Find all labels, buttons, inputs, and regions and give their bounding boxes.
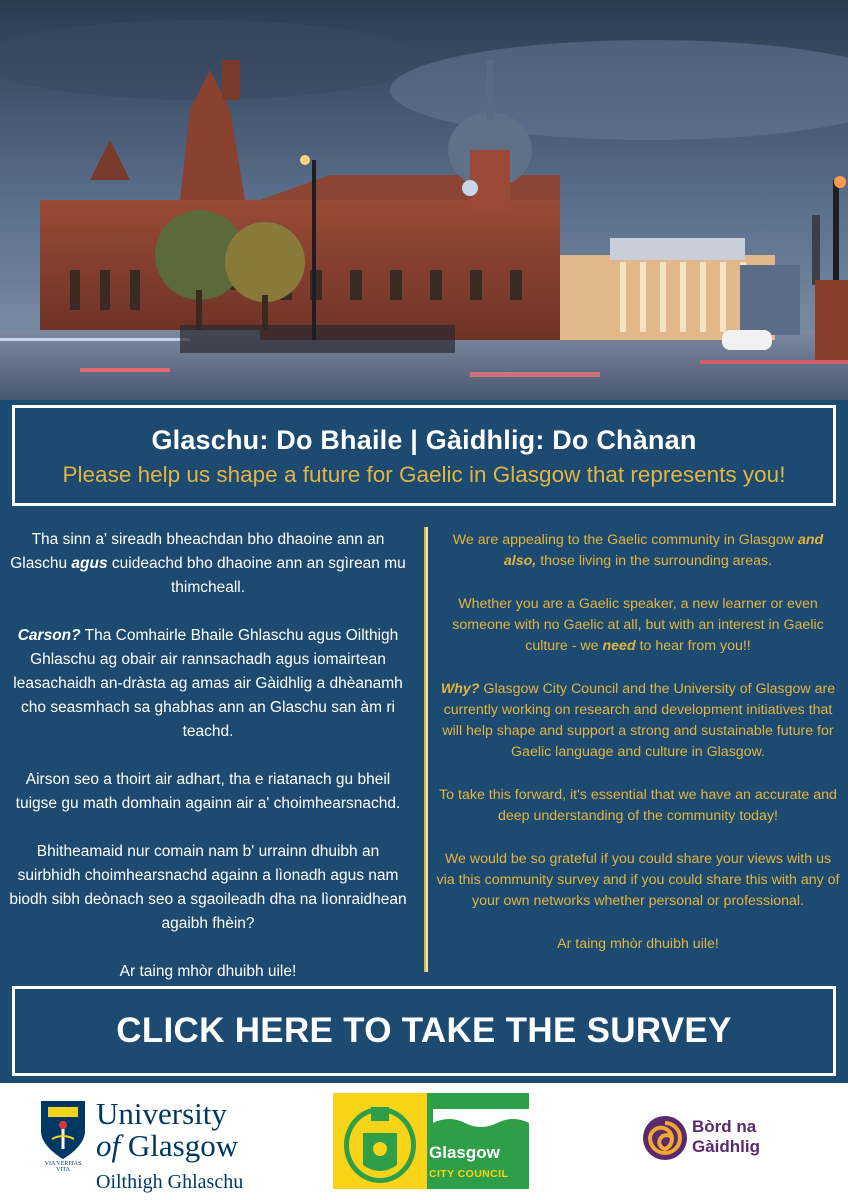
- page-title: Glaschu: Do Bhaile | Gàidhlig: Do Chànan: [151, 425, 697, 455]
- uog-wordmark-line2: [96, 1129, 238, 1163]
- uog-crest-icon: [38, 1099, 88, 1161]
- gaelic-p1-text-a: Tha sinn a' sireadh bheachdan bho dhaoine ann an Glaschu: [10, 531, 385, 572]
- gaelic-p2-emphasis: Carson?: [17, 627, 81, 644]
- english-paragraph-2: [436, 594, 840, 657]
- english-paragraph-1: [436, 530, 840, 572]
- take-survey-button[interactable]: CLICK HERE TO TAKE THE SURVEY: [12, 986, 836, 1076]
- gaelic-p2-text: Tha Comhairle Bhaile Ghlaschu agus Oilthigh Ghlaschu ag obair air rannsachadh agus iomairtean leasachaidh an-dràsta ag amas air Gàidhlig a dhèanamh cho seasmhach sa ghabhas ann an Glaschu san àm ri teachd.: [13, 627, 403, 740]
- english-p3-emphasis: Why?: [440, 681, 480, 697]
- gaelic-paragraph-2: [8, 624, 408, 744]
- english-column: [436, 530, 840, 977]
- gaelic-paragraph-1: [8, 528, 408, 600]
- bng-wordmark: [692, 1117, 760, 1157]
- column-divider: [424, 527, 428, 972]
- gaelic-paragraph-4: Bhitheamaid nur comain nam b' urrainn dhuibh an suirbhidh choimhearsnachd againn a lìonadh agus nam biodh sibh deònach seo a sgaoileadh dha na lìonraidhean agaibh fhèin?: [9, 843, 407, 932]
- page-subtitle: Please help us shape a future for Gaelic in Glasgow that represents you!: [62, 462, 786, 487]
- gaelic-paragraph-3: Airson seo a thoirt air adhart, tha e riatanach gu bheil tuigse gu math domhain againn air a' choimhearsnachd.: [15, 771, 401, 812]
- uog-glasgow: Glasgow: [127, 1128, 239, 1163]
- english-p2-text-a: Whether you are a Gaelic speaker, a new learner or even someone with no Gaelic at all, but with an interest in Gaelic culture - we: [452, 596, 824, 654]
- bng-line2: Gàidhlig: [692, 1137, 760, 1156]
- glasgow-city-council-logo[interactable]: [333, 1093, 529, 1189]
- english-p1-text-a: We are appealing to the Gaelic community in Glasgow: [452, 532, 798, 548]
- gaelic-p1-text-c: cuideachd bho dhaoine ann an sgìrean mu thimcheall.: [107, 555, 406, 596]
- english-p2-emphasis: need: [602, 638, 636, 654]
- english-paragraph-3: [436, 679, 840, 763]
- gaelic-paragraph-5: Ar taing mhòr dhuibh uile!: [119, 963, 297, 980]
- title-box: [12, 405, 836, 506]
- gaelic-p1-emphasis: agus: [71, 555, 108, 572]
- bord-na-gaidhlig-logo[interactable]: [642, 1113, 802, 1173]
- english-p1-text-c: those living in the surrounding areas.: [536, 553, 773, 569]
- uog-of: of: [96, 1128, 128, 1163]
- english-paragraph-6: Ar taing mhòr dhuibh uile!: [557, 936, 719, 952]
- english-paragraph-4: To take this forward, it's essential that we have an accurate and deep understanding of the community today!: [439, 787, 837, 824]
- gaelic-column: [8, 528, 408, 1008]
- english-paragraph-5: We would be so grateful if you could share your views with us via this community survey and if you could share this with any of your own networks whether personal or professional.: [436, 851, 840, 909]
- uog-wordmark-line1: University: [96, 1096, 227, 1131]
- footer-logos: [0, 1083, 848, 1200]
- university-of-glasgow-logo[interactable]: [38, 1097, 268, 1197]
- gcc-wordmark: Glasgow: [429, 1143, 500, 1162]
- english-p2-text-c: to hear from you!!: [635, 638, 751, 654]
- bng-line1: Bòrd na: [692, 1117, 757, 1136]
- english-p3-text: Glasgow City Council and the University of Glasgow are currently working on research and development initiatives that will help shape and support a strong and sustainable future for Gaelic language and culture in Glasgow.: [442, 681, 836, 760]
- uog-gaelic-name: Oilthigh Ghlaschu: [96, 1171, 244, 1193]
- english-p1-emphasis: and also,: [503, 532, 824, 569]
- gcc-subtitle: CITY COUNCIL: [429, 1168, 509, 1180]
- bng-swirl-icon: [642, 1115, 688, 1161]
- uog-motto: VIA VERITAS VITA: [44, 1161, 82, 1173]
- hero-photo-kelvin-hall: [0, 0, 848, 400]
